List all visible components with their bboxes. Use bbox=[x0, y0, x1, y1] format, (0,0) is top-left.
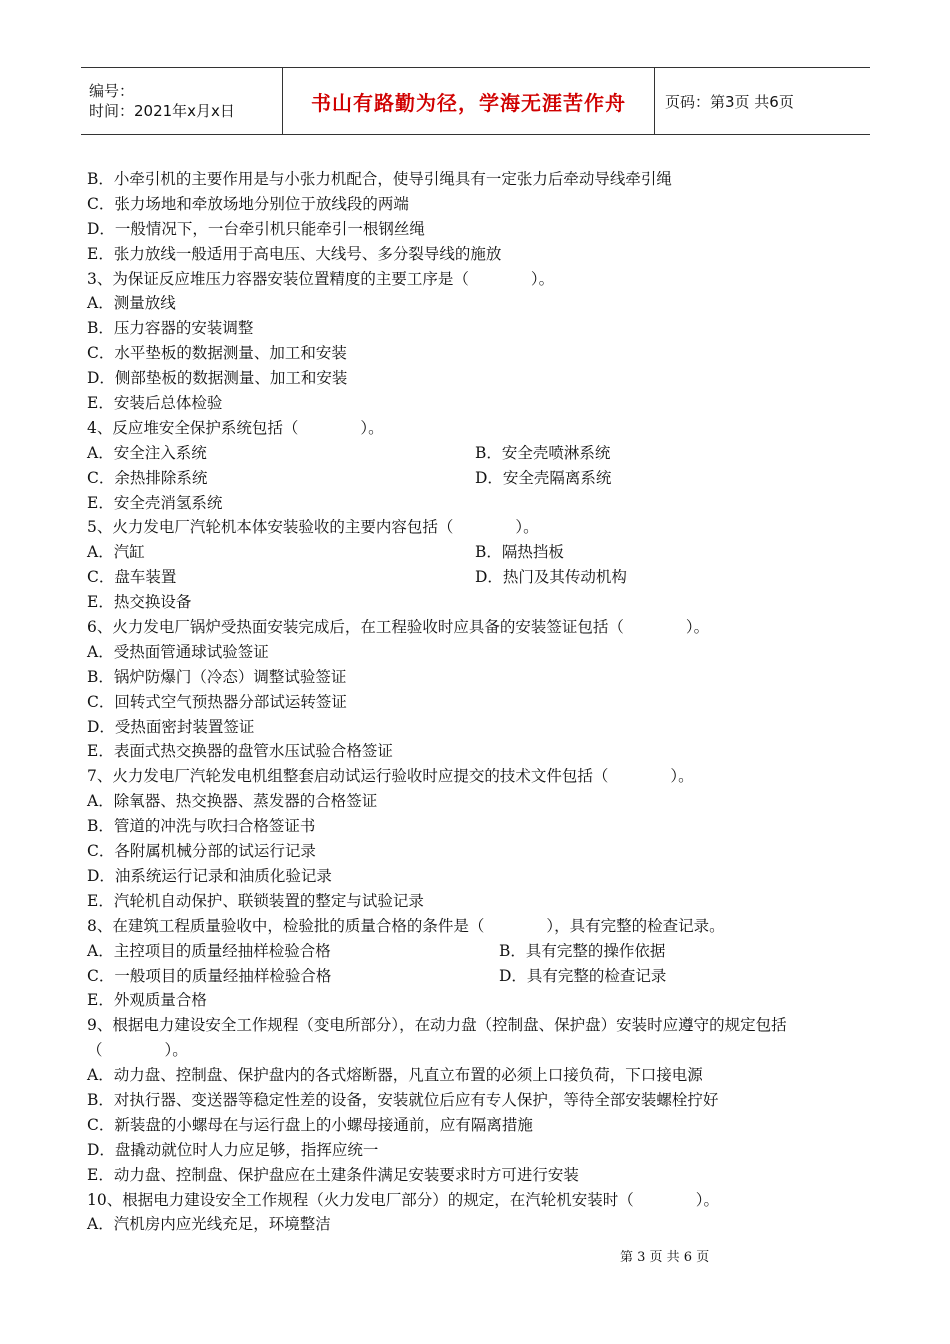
text-line bbox=[87, 939, 877, 964]
text-line bbox=[87, 466, 877, 491]
option-right: B．隔热挡板 bbox=[475, 543, 564, 562]
text-line: E．安全壳消氢系统 bbox=[87, 493, 223, 512]
document-body bbox=[87, 167, 877, 1237]
text-line: 4、反应堆安全保护系统包括（ ）。 bbox=[87, 418, 384, 437]
text-line: B．对执行器、变送器等稳定性差的设备，安装就位后应有专人保护，等待全部安装螺栓拧好 bbox=[87, 1090, 719, 1109]
option-right: B．具有完整的操作依据 bbox=[499, 941, 666, 960]
option-left: A．安全注入系统 bbox=[87, 443, 207, 462]
motto-text: 书山有路勤为径，学海无涯苦作舟 bbox=[311, 90, 626, 115]
option-right: D．热门及其传动机构 bbox=[475, 568, 627, 587]
option-right: D．具有完整的检查记录 bbox=[499, 966, 667, 985]
text-line: B．锅炉防爆门（冷态）调整试验签证 bbox=[87, 667, 347, 686]
option-right: B．安全壳喷淋系统 bbox=[475, 443, 611, 462]
text-line: E．表面式热交换器的盘管水压试验合格签证 bbox=[87, 742, 393, 761]
text-line: E．热交换设备 bbox=[87, 593, 192, 612]
text-line: E．张力放线一般适用于高电压、大线号、多分裂导线的施放 bbox=[87, 244, 502, 263]
text-line: D．盘撬动就位时人力应足够，指挥应统一 bbox=[87, 1140, 379, 1159]
text-line: A．动力盘、控制盘、保护盘内的各式熔断器，凡直立布置的必须上口接负荷，下口接电源 bbox=[87, 1066, 703, 1085]
text-line: A．受热面管通球试验签证 bbox=[87, 642, 269, 661]
text-line: 9、根据电力建设安全工作规程（变电所部分），在动力盘（控制盘、保护盘）安装时应遵守的规定包括 bbox=[87, 1016, 787, 1035]
text-line: 8、在建筑工程质量验收中，检验批的质量合格的条件是（ ），具有完整的检查记录。 bbox=[87, 916, 725, 935]
text-line: E．安装后总体检验 bbox=[87, 394, 223, 413]
text-line bbox=[87, 565, 877, 590]
header-motto-cell bbox=[283, 68, 655, 134]
number-label: 编号： bbox=[89, 82, 135, 100]
text-line: A．测量放线 bbox=[87, 294, 176, 313]
page-header bbox=[81, 67, 870, 135]
text-line: D．一般情况下，一台牵引机只能牵引一根钢丝绳 bbox=[87, 219, 425, 238]
header-info-cell bbox=[81, 68, 283, 134]
page-label: 页码：第3页 共6页 bbox=[665, 92, 794, 111]
text-line: （ ）。 bbox=[87, 1041, 188, 1060]
text-line: 6、火力发电厂锅炉受热面安装完成后，在工程验收时应具备的安装签证包括（ ）。 bbox=[87, 618, 710, 637]
text-line: B．管道的冲洗与吹扫合格签证书 bbox=[87, 817, 316, 836]
option-left: A．汽缸 bbox=[87, 543, 145, 562]
text-line: C．张力场地和牵放场地分别位于放线段的两端 bbox=[87, 194, 409, 213]
text-line: 5、火力发电厂汽轮机本体安装验收的主要内容包括（ ）。 bbox=[87, 518, 539, 537]
text-line: C．水平垫板的数据测量、加工和安装 bbox=[87, 344, 347, 363]
text-line: 10、根据电力建设安全工作规程（火力发电厂部分）的规定，在汽轮机安装时（ ）。 bbox=[87, 1190, 719, 1209]
text-line: E．动力盘、控制盘、保护盘应在土建条件满足安装要求时方可进行安装 bbox=[87, 1165, 579, 1184]
text-line: E．外观质量合格 bbox=[87, 991, 207, 1010]
text-line: E．汽轮机自动保护、联锁装置的整定与试验记录 bbox=[87, 891, 424, 910]
option-left: C．余热排除系统 bbox=[87, 468, 208, 487]
text-line: A．除氧器、热交换器、蒸发器的合格签证 bbox=[87, 792, 378, 811]
text-line: D．油系统运行记录和油质化验记录 bbox=[87, 866, 332, 885]
text-line: 3、为保证反应堆压力容器安装位置精度的主要工序是（ ）。 bbox=[87, 269, 555, 288]
text-line bbox=[87, 964, 877, 989]
text-line bbox=[87, 441, 877, 466]
option-right: D．安全壳隔离系统 bbox=[475, 468, 612, 487]
text-line: C．回转式空气预热器分部试运转签证 bbox=[87, 692, 347, 711]
text-line: 7、火力发电厂汽轮发电机组整套启动试运行验收时应提交的技术文件包括（ ）。 bbox=[87, 767, 694, 786]
text-line: A．汽机房内应光线充足，环境整洁 bbox=[87, 1215, 331, 1234]
text-line bbox=[87, 540, 877, 565]
text-line: D．受热面密封装置签证 bbox=[87, 717, 255, 736]
text-line: D．侧部垫板的数据测量、加工和安装 bbox=[87, 369, 348, 388]
option-left: C．盘车装置 bbox=[87, 568, 177, 587]
page-footer: 第 3 页 共 6 页 bbox=[620, 1250, 710, 1265]
text-line: C．新装盘的小螺母在与运行盘上的小螺母接通前，应有隔离措施 bbox=[87, 1115, 533, 1134]
header-page-cell bbox=[655, 68, 870, 134]
option-left: A．主控项目的质量经抽样检验合格 bbox=[87, 941, 331, 960]
text-line: C．各附属机械分部的试运行记录 bbox=[87, 842, 316, 861]
text-line: B．压力容器的安装调整 bbox=[87, 319, 254, 338]
option-left: C．一般项目的质量经抽样检验合格 bbox=[87, 966, 332, 985]
text-line: B．小牵引机的主要作用是与小张力机配合，使导引绳具有一定张力后牵动导线牵引绳 bbox=[87, 170, 672, 188]
date-label: 时间：2021年x月x日 bbox=[89, 102, 235, 120]
